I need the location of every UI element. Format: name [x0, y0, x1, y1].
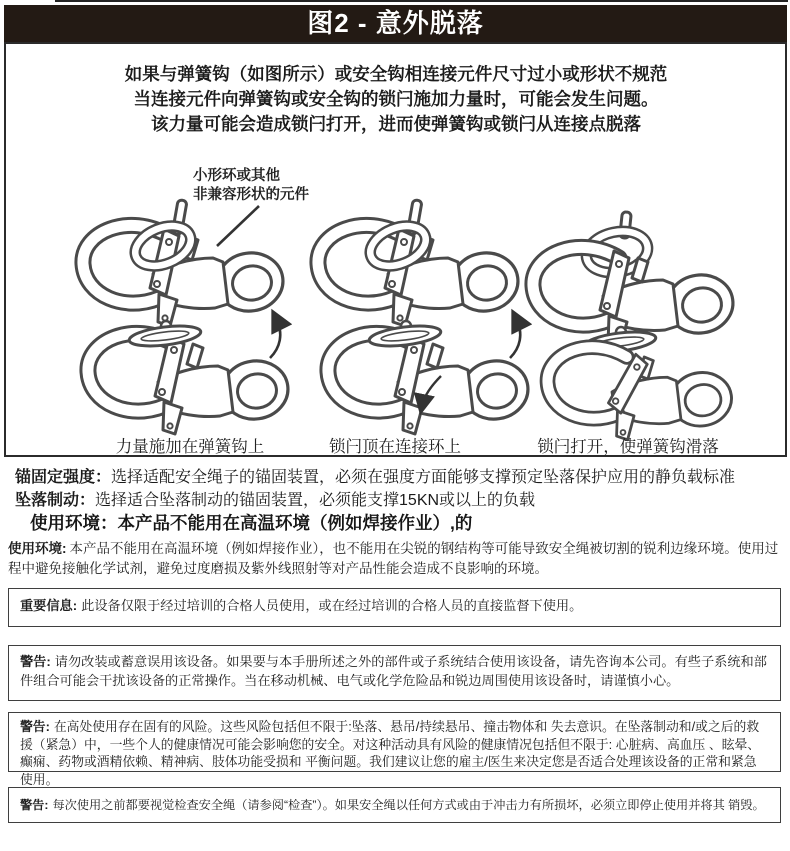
intro-line: 如果与弹簧钩（如图所示）或安全钩相连接元件尺寸过小或形状不规范 — [124, 64, 668, 84]
environment-paragraph: 使用环境: 本产品不能用在高温环境（例如焊接作业），也不能用在尖锐的钢结构等可能导致安全绳被切割的锐利边缘环境。使用过程中避免接触化学试剂，避免过度磨损及紫外线照射等对产品性能会造成不良影响的环境。 — [8, 541, 779, 576]
anchor-strength-note: 锚固定强度：选择适配安全绳子的锚固装置，必须在强度方面能够支撑预定坠落保护应用的静负载标准 — [15, 469, 736, 486]
page-top-rule — [55, 0, 788, 2]
warning-text: 请勿改装或蓄意误用该设备。如果要与本手册所述之外的部件或子系统结合使用该设备，请先咨询本公司。有些子系统和部件组合可能会干扰该设备的正常操作。当在移动机械、电气或化学危险品和锐边周围使用该设备时，请谨慎小心。 — [20, 654, 767, 688]
environment-heading: 使用环境：本产品不能用在高温环境（例如焊接作业）,的 — [30, 513, 473, 533]
anchor-strength-label: 锚固定强度： — [15, 469, 112, 486]
intro-line: 当连接元件向弹簧钩或安全钩的锁闩施加力量时，可能会发生问题。 — [133, 89, 659, 109]
callout-label: 小形环或其他 非兼容形状的元件 — [193, 168, 309, 203]
arrow-up-icon — [270, 318, 280, 358]
warning-label: 警告: — [20, 719, 50, 734]
warning-label: 警告: — [20, 798, 49, 812]
hook-gate-pressed-illustration — [310, 306, 540, 441]
intro-line: 该力量可能会造成锁闩打开，进而使弹簧钩或锁闩从连接点脱落 — [151, 114, 641, 134]
warning-text: 每次使用之前都要视觉检查安全绳（请参阅“检查”）。如果安全绳以任何方式或由于冲击力有所损坏，必须立即停止使用并将其 销毁。 — [52, 798, 765, 812]
fall-arrest-label: 坠落制动： — [15, 492, 96, 509]
figure-caption-3: 锁闩打开，使弹簧钩滑落 — [537, 438, 719, 456]
important-info-box — [8, 588, 781, 627]
important-info-text: 此设备仅限于经过培训的合格人员使用，或在经过培训的合格人员的直接监督下使用。 — [81, 598, 583, 613]
figure-caption-1: 力量施加在弹簧钩上 — [115, 438, 265, 456]
page-title: 图2 - 意外脱落 — [4, 5, 787, 42]
snap-hook-drawing — [328, 333, 532, 434]
warning-box-health-risks — [8, 712, 781, 787]
warning-text: 在高处使用存在固有的风险。这些风险包括但不限于:坠落、悬吊/持续悬吊、撞击物体和 失去意识。在坠落制动和/或之后的救援（紧急）中，一些个人的健康情况可能会影响您的安全。对这种活动具有风险的健康情况包括但不限于: 心脏病、高血压 、眩晕、癫痫、药物或酒精依赖、精神病、肢体功能受损和 平衡问题。我们建议让您的雇主/医生来决定您是否适合处理该设备的正常和紧急使用。 — [20, 719, 761, 787]
warning-label: 警告: — [20, 654, 51, 669]
figure-caption-2: 锁闩顶在连接环上 — [329, 438, 461, 456]
figure-intro — [40, 62, 752, 137]
fall-arrest-note: 坠落制动：选择适合坠落制动的锚固装置，必须能支撑15KN或以上的负载 — [15, 492, 536, 509]
hook-gate-open-illustration — [525, 306, 755, 446]
important-info-label: 重要信息: — [20, 598, 78, 613]
environment-label: 使用环境: — [8, 541, 67, 556]
hook-force-applied-illustration — [70, 306, 300, 441]
warning-box-modification — [8, 645, 781, 701]
arrow-up-icon — [510, 318, 520, 358]
warning-box-inspection — [8, 787, 781, 823]
snap-hook-drawing — [88, 333, 292, 434]
snap-hook-open-drawing — [548, 347, 735, 440]
